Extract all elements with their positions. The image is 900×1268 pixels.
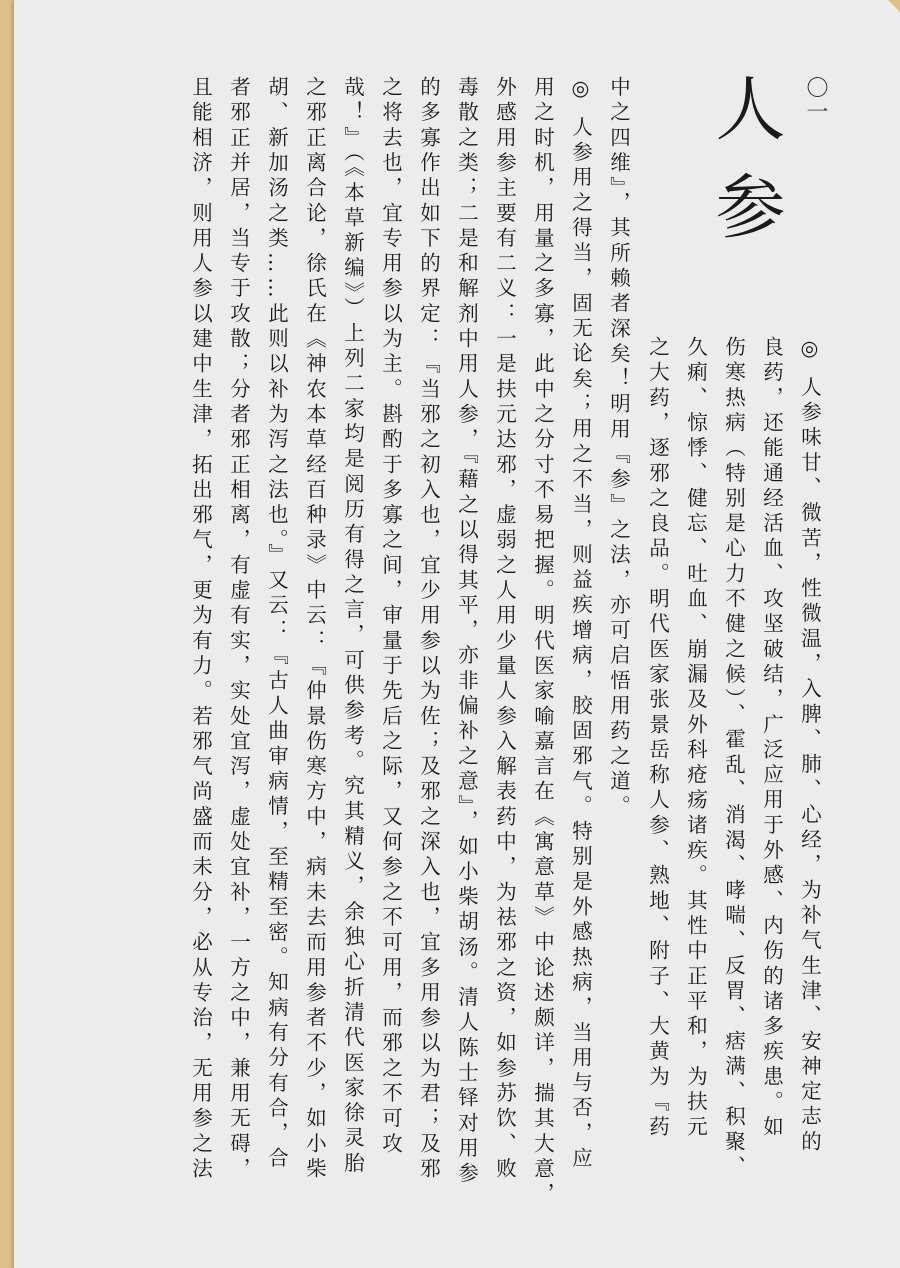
text-line: ◎ 人参味甘、微苦，性微温，入脾、肺、心经，为补气生津、安神定志的 xyxy=(797,336,822,1156)
text-line: 久痢、惊悸、健忘、吐血、崩漏及外科疮疡诸疾。其性中正平和，为扶元 xyxy=(683,336,708,1141)
text-line: 的多寡作出如下的界定：『当邪之初入也，宜少用参以为佐；及邪之深入也，宜多用参以为君；及邪 xyxy=(416,76,441,1183)
text-line: 毒散之类；二是和解剂中用人参，『藉之以得其平，亦非偏补之意』，如小柴胡汤。清人陈士铎对用参 xyxy=(454,76,479,1188)
text-line: 用之时机，用量之多寡，此中之分寸不易把握。明代医家喻嘉言在《寓意草》中论述颇详，揣其大意， xyxy=(530,76,555,1208)
text-line: 良药，还能通经活血、攻坚破结，广泛应用于外感、内伤的诸多疾患。如 xyxy=(759,336,784,1141)
page-corner xyxy=(888,0,900,12)
text-line: 胡、新加汤之类……此则以补为泻之法也。』又云：『古人曲审病情，至精至密。知病有分有合，合 xyxy=(264,76,289,1173)
book-page xyxy=(14,0,900,1268)
page-number: 〇一 xyxy=(803,76,828,124)
text-line: 之将去也，宜专用参以为主。斟酌于多寡之间，审量于先后之际，又何参之不可用，而邪之不可攻 xyxy=(378,76,403,1158)
text-line: 伤寒热病（特别是心力不健之候）、霍乱、消渴、哮喘、反胃、痞满、积聚、 xyxy=(721,336,746,1181)
text-line: 哉！』（《本草新编》）上列二家均是阅历有得之言，可供参考。究其精义，余独心折清代医家徐灵胎 xyxy=(340,76,365,1177)
text-line: 者邪正并居，当专于攻散；分者邪正相离，有虚有实，实处宜泻，虚处宜补，一方之中，兼用无碍， xyxy=(226,76,251,1183)
text-line: 且能相济，则用人参以建中生津，拓出邪气，更为有力。若邪气尚盛而未分，必从专治，无用参之法 xyxy=(188,76,213,1183)
text-line: ◎ 人参用之得当，固无论矣；用之不当，则益疾增病，胶固邪气。特别是外感热病，当用与否，应 xyxy=(568,76,593,1173)
title-char-2: 参 xyxy=(704,170,786,240)
text-line: 中之四维』，其所赖者深矣！明用『参』之法，亦可启悟用药之道。 xyxy=(606,76,631,821)
title-char-1: 人 xyxy=(704,72,786,142)
text-line: 之大药，逐邪之良品。明代医家张景岳称人参、熟地、附子、大黄为『药 xyxy=(645,336,670,1141)
text-line: 外感用参主要有二义：一是扶元达邪，虚弱之人用少量人参入解表药中，为祛邪之资，如参苏饮、败 xyxy=(492,76,517,1183)
text-line: 之邪正离合论，徐氏在《神农本草经百种录》中云：『仲景伤寒方中，病未去而用参者不少，如小柴 xyxy=(302,76,327,1183)
